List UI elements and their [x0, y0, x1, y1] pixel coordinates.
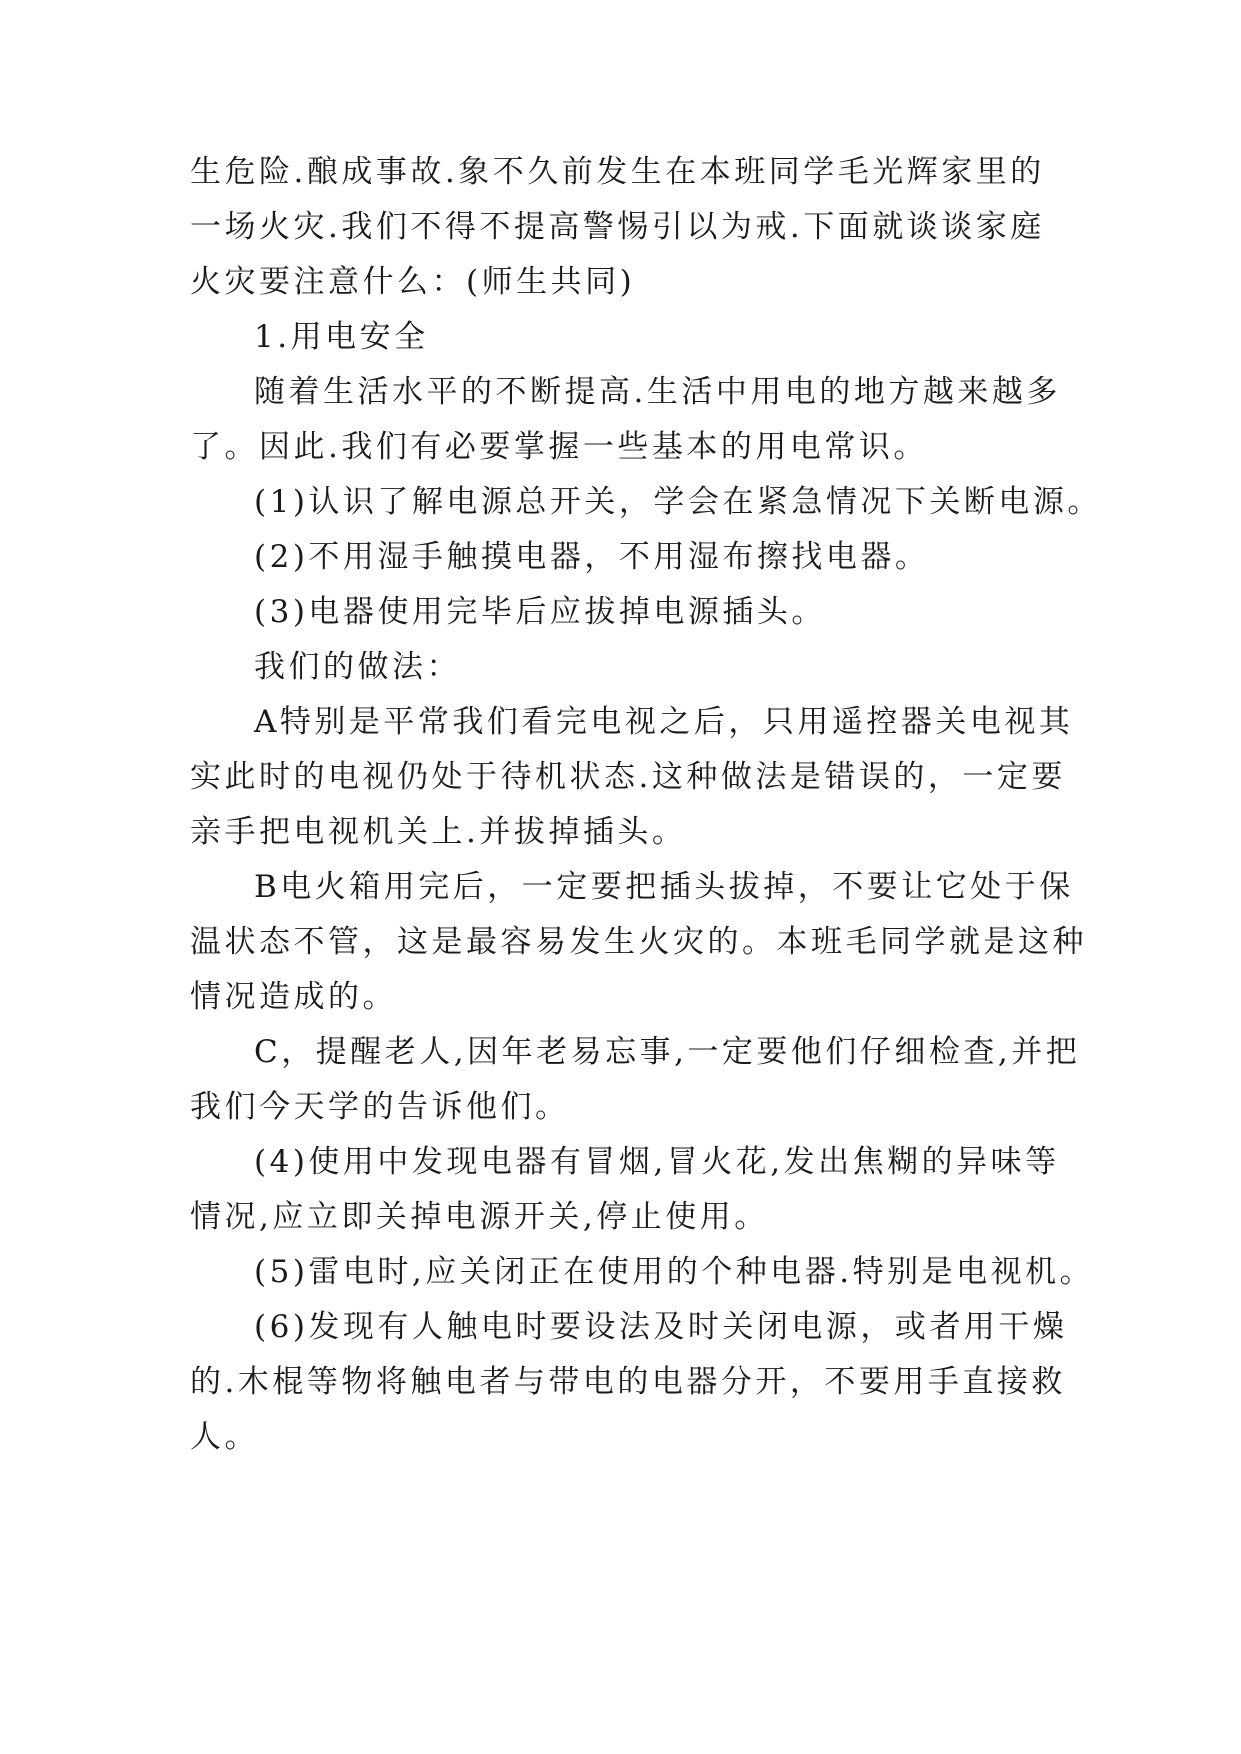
list-item: (1)认识了解电源总开关，学会在紧急情况下关断电源。: [254, 484, 1102, 520]
text-line: 随着生活水平的不断提高.生活中用电的地方越来越多: [254, 374, 1061, 410]
text-line: 一场火灾.我们不得不提高警惕引以为戒.下面就谈谈家庭: [190, 209, 1045, 245]
list-item: (4)使用中发现电器有冒烟,冒火花,发出焦糊的异味等: [254, 1144, 1060, 1180]
section-heading: 1.用电安全: [254, 319, 429, 355]
text-line: 情况,应立即关掉电源开关,停止使用。: [190, 1199, 769, 1235]
text-line: 温状态不管，这是最容易发生火灾的。本班毛同学就是这种: [190, 924, 1087, 960]
text-line: B电火箱用完后，一定要把插头拔掉，不要让它处于保: [254, 869, 1074, 905]
text-line: 亲手把电视机关上.并拔掉插头。: [190, 814, 687, 850]
list-item: (5)雷电时,应关闭正在使用的个种电器.特别是电视机。: [254, 1254, 1095, 1290]
text-line: 火灾要注意什么：(师生共同): [190, 264, 636, 300]
text-line: 情况造成的。: [190, 979, 397, 1015]
text-line: 实此时的电视仍处于待机状态.这种做法是错误的，一定要: [190, 759, 1066, 795]
list-item: (3)电器使用完毕后应拔掉电源插头。: [254, 594, 826, 630]
text-line: A特别是平常我们看完电视之后，只用遥控器关电视其: [254, 704, 1074, 740]
text-line: 生危险.酿成事故.象不久前发生在本班同学毛光辉家里的: [190, 154, 1045, 190]
subheading: 我们的做法：: [254, 649, 461, 685]
list-item: (2)不用湿手触摸电器，不用湿布擦找电器。: [254, 539, 930, 575]
text-line: 了。因此.我们有必要掌握一些基本的用电常识。: [190, 429, 928, 465]
text-line: 的.木棍等物将触电者与带电的电器分开，不要用手直接救: [190, 1364, 1066, 1400]
text-line: C，提醒老人,因年老易忘事,一定要他们仔细检查,并把: [254, 1034, 1081, 1070]
text-line: 我们今天学的告诉他们。: [190, 1089, 570, 1125]
list-item: (6)发现有人触电时要设法及时关闭电源，或者用干燥: [254, 1309, 1068, 1345]
text-line: 人。: [190, 1419, 259, 1455]
